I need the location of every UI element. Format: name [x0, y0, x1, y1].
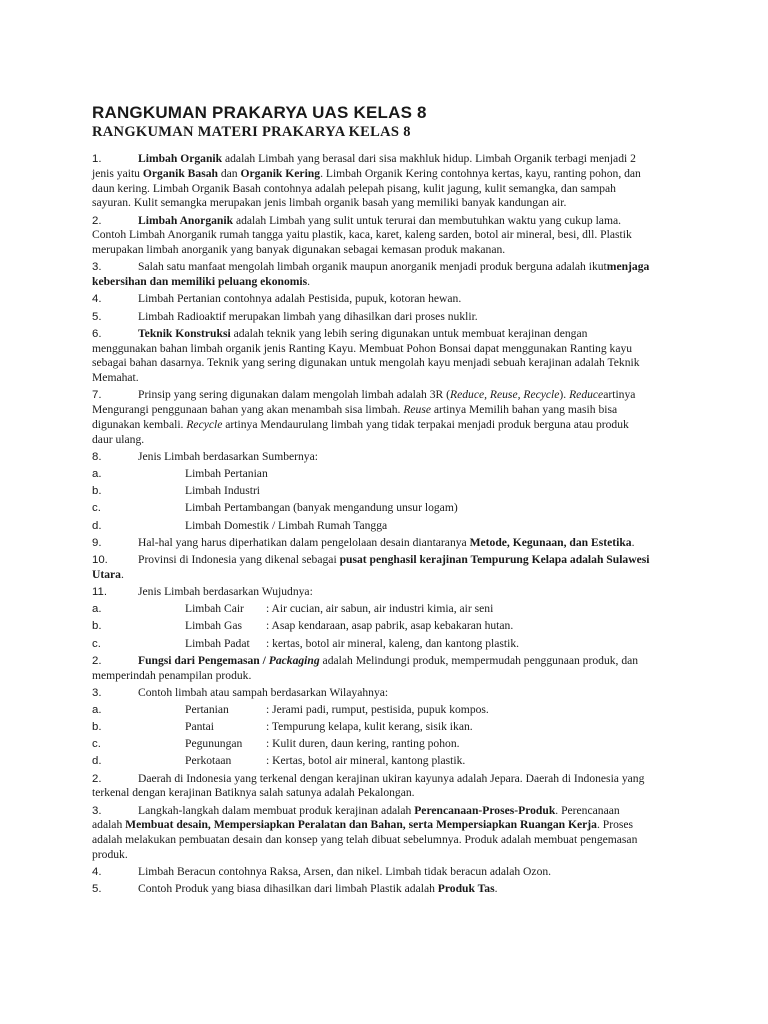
- sub-item-letter: a.: [92, 603, 102, 616]
- list-item: [92, 865, 650, 880]
- list-item: [92, 686, 650, 701]
- list-item: [92, 388, 650, 447]
- sub-item-description: : Kertas, botol air mineral, kantong plastik.: [266, 754, 466, 768]
- item-text: [92, 882, 650, 897]
- document-subtitle: RANGKUMAN MATERI PRAKARYA KELAS 8: [92, 124, 411, 140]
- list-item: [92, 804, 650, 863]
- text-span: Daerah di Indonesia yang terkenal dengan kerajinan ukiran kayunya adalah Jepara. Daerah di Indonesia yang terkenal dengan kerajinan Batiknya salah satunya adalah Pekalongan.: [92, 771, 645, 800]
- sub-item-letter: c.: [92, 738, 101, 751]
- text-span: .: [494, 882, 498, 896]
- list-item: [92, 214, 650, 258]
- sub-item-name: Pegunungan: [185, 737, 243, 751]
- bold-text: Organik Kering: [240, 166, 321, 180]
- sub-item-description: : Air cucian, air sabun, air industri kimia, air seni: [266, 602, 494, 616]
- text-span: Provinsi di Indonesia yang dikenal sebagai: [138, 553, 340, 566]
- item-text: [92, 152, 650, 211]
- item-text: [92, 654, 650, 684]
- item-number: 2.: [92, 654, 102, 667]
- item-text: [92, 292, 650, 307]
- list-item: [92, 585, 650, 600]
- document-title: RANGKUMAN PRAKARYA UAS KELAS 8: [92, 103, 427, 122]
- item-number: 5.: [92, 310, 102, 323]
- text-span: ).: [559, 388, 570, 402]
- item-text: [92, 214, 650, 258]
- item-number: 3.: [92, 261, 102, 274]
- italic-text: Recycle: [186, 417, 223, 431]
- sub-item-letter: a.: [92, 703, 102, 716]
- item-text: [92, 388, 650, 447]
- text-span: . Perencanaan adalah: [92, 803, 620, 832]
- sub-item-name: Pantai: [185, 720, 214, 734]
- item-number: 6.: [92, 327, 102, 340]
- bold-text: Perencanaan-Proses-Produk: [414, 803, 556, 817]
- list-item: [92, 536, 650, 551]
- text-span: dan: [217, 166, 241, 180]
- sub-item: [92, 484, 650, 499]
- sub-item: [92, 754, 650, 769]
- sub-item-name: Limbah Pertambangan (banyak mengandung unsur logam): [185, 501, 458, 515]
- sub-item: [92, 501, 650, 516]
- bold-text: Teknik Konstruksi: [138, 326, 231, 340]
- bold-text: Limbah Organik: [138, 152, 223, 165]
- text-span: adalah Limbah yang berasal dari sisa makhluk hidup. Limbah Organik terbagi menjadi 2 jenis yaitu: [92, 152, 636, 180]
- item-number: 3.: [92, 804, 102, 817]
- sub-item-name: Limbah Domestik / Limbah Rumah Tangga: [185, 518, 388, 532]
- item-text: [92, 772, 650, 802]
- list-item: [92, 327, 650, 386]
- sub-item-description: : Tempurung kelapa, kulit kerang, sisik ikan.: [266, 720, 473, 734]
- list-item: [92, 553, 650, 583]
- sub-item-name: Limbah Padat: [185, 636, 250, 650]
- text-span: Salah satu manfaat mengolah limbah organik maupun anorganik menjadi produk berguna adalah ikut: [138, 260, 607, 274]
- bold-text: Organik Basah: [142, 166, 218, 180]
- list-item: [92, 654, 650, 684]
- list-item: [92, 292, 650, 307]
- sub-item-letter: b.: [92, 485, 102, 498]
- sub-item-letter: d.: [92, 755, 102, 768]
- list-item: [92, 450, 650, 465]
- text-span: Limbah Beracun contohnya Raksa, Arsen, dan nikel. Limbah tidak beracun adalah Ozon.: [138, 865, 552, 879]
- sub-item-letter: c.: [92, 637, 101, 650]
- item-text: [92, 553, 650, 583]
- sub-item-description: : kertas, botol air mineral, kaleng, dan kantong plastik.: [266, 636, 520, 650]
- sub-item-description: : Jerami padi, rumput, pestisida, pupuk kompos.: [266, 702, 489, 716]
- text-span: Contoh limbah atau sampah berdasarkan Wilayahnya:: [138, 685, 389, 699]
- item-text: [92, 536, 650, 551]
- sub-item-name: Pertanian: [185, 702, 229, 716]
- item-text: [92, 450, 650, 465]
- text-span: artinya Mendaurulang limbah yang tidak terpakai menjadi produk berguna atau produk daur ulang.: [92, 417, 629, 446]
- text-span: .: [307, 275, 311, 289]
- text-span: Limbah Radioaktif merupakan limbah yang dihasilkan dari proses nuklir.: [138, 309, 478, 323]
- item-number: 7.: [92, 389, 102, 402]
- list-item: [92, 772, 650, 802]
- bold-text: Produk Tas: [437, 882, 495, 896]
- text-span: Prinsip yang sering digunakan dalam mengolah limbah adalah 3R (: [138, 388, 450, 402]
- item-number: 2.: [92, 772, 102, 785]
- bold-text: Packaging: [268, 653, 320, 667]
- bold-text: menjaga kebersihan dan memiliki peluang ekonomis: [92, 260, 650, 289]
- item-number: 5.: [92, 883, 102, 896]
- text-span: Langkah-langkah dalam membuat produk kerajinan adalah: [138, 803, 415, 817]
- sub-item-name: Limbah Pertanian: [185, 467, 268, 481]
- italic-text: Reduce: [569, 388, 604, 402]
- sub-item: [92, 720, 650, 735]
- bold-text: Limbah Anorganik: [138, 213, 234, 227]
- sub-item: [92, 637, 650, 652]
- item-text: [92, 865, 650, 880]
- italic-text: Reduce, Reuse, Recycle: [450, 388, 560, 402]
- bold-text: pusat penghasil kerajinan Tempurung Kelapa adalah Sulawesi Utara: [92, 553, 650, 581]
- sub-item-name: Limbah Gas: [185, 619, 242, 633]
- bold-text: Metode, Kegunaan, dan Estetika: [469, 535, 632, 549]
- text-span: artinya Memilih bahan yang masih bisa digunakan kembali.: [92, 403, 618, 431]
- bold-text: Fungsi dari Pengemasan /: [138, 653, 269, 667]
- item-number: 8.: [92, 450, 102, 463]
- sub-item-name: Limbah Cair: [185, 602, 244, 616]
- sub-item-letter: d.: [92, 519, 102, 532]
- sub-item-letter: b.: [92, 620, 102, 633]
- sub-item: [92, 602, 650, 617]
- list-item: [92, 152, 650, 211]
- sub-item-description: : Kulit duren, daun kering, ranting pohon.: [266, 737, 460, 751]
- sub-item: [92, 703, 650, 718]
- item-number: 4.: [92, 866, 102, 879]
- sub-item: [92, 619, 650, 634]
- text-span: .: [631, 535, 635, 549]
- item-text: [92, 686, 650, 701]
- sub-item: [92, 519, 650, 534]
- document-body: [92, 152, 650, 900]
- sub-item: [92, 467, 650, 482]
- text-span: adalah teknik yang lebih sering digunakan untuk membuat kerajinan dengan menggunakan bahan limbah organik jenis Ranting Kayu. Membuat Pohon Bonsai dapat menggunakan Ranting kayu sebagai bahan dasarnya. Teknik yang sering digunakan untuk mengolah kayu menjadi sebuah kerajinan adalah Teknik Memahat.: [92, 326, 640, 385]
- sub-item: [92, 737, 650, 752]
- text-span: Limbah Pertanian contohnya adalah Pestisida, pupuk, kotoran hewan.: [138, 292, 462, 306]
- item-number: 10.: [92, 554, 108, 566]
- item-text: [92, 804, 650, 863]
- text-span: .: [120, 567, 124, 581]
- item-number: 11.: [92, 585, 107, 598]
- list-item: [92, 260, 650, 290]
- text-span: Jenis Limbah berdasarkan Wujudnya:: [138, 584, 313, 598]
- item-number: 3.: [92, 686, 102, 699]
- text-span: adalah Limbah yang sulit untuk terurai dan membutuhkan waktu yang cukup lama. Contoh Limbah Anorganik rumah tangga yaitu plastik, kaca, karet, kaleng sarden, botol air mineral, besi, dll. Plastik merupakan limbah anorganik yang banyak digunakan sebagai kemasan produk makanan.: [92, 213, 632, 257]
- text-span: . Limbah Organik Kering contohnya kertas, kayu, ranting pohon, dan daun kering. Limbah Organik Basah contohnya adalah pelepah pisang, kulit jagung, kulit semangka, dan sampah sayuran. Kulit semangka merupakan jenis limbah organik basah yang memiliki banyak kandungan air.: [92, 166, 641, 210]
- item-number: 1.: [92, 153, 102, 165]
- bold-text: Membuat desain, Mempersiapkan Peralatan dan Bahan, serta Mempersiapkan Ruangan Kerja: [125, 818, 597, 832]
- text-span: artinya Mengurangi penggunaan bahan yang akan menambah sisa limbah.: [92, 388, 636, 417]
- list-item: [92, 310, 650, 325]
- sub-item-name: Limbah Industri: [185, 484, 261, 498]
- italic-text: Reuse: [403, 403, 432, 417]
- sub-item-description: : Asap kendaraan, asap pabrik, asap kebakaran hutan.: [266, 619, 514, 633]
- text-span: . Proses adalah melakukan pembuatan desain dan konsep yang telah dibuat sebelumnya. Produk adalah membuat pengemasan produk.: [92, 818, 638, 862]
- item-text: [92, 310, 650, 325]
- text-span: adalah Melindungi produk, mempermudah penggunaan produk, dan memperindah penampilan produk.: [92, 653, 639, 682]
- text-span: Contoh Produk yang biasa dihasilkan dari limbah Plastik adalah: [138, 882, 438, 896]
- sub-item-letter: c.: [92, 502, 101, 515]
- list-item: [92, 882, 650, 897]
- item-number: 9.: [92, 536, 102, 549]
- item-number: 2.: [92, 214, 102, 227]
- text-span: Hal-hal yang harus diperhatikan dalam pengelolaan desain diantaranya: [138, 535, 470, 549]
- item-text: [92, 260, 650, 290]
- sub-item-letter: b.: [92, 721, 102, 734]
- sub-item-name: Perkotaan: [185, 754, 232, 768]
- item-text: [92, 585, 650, 600]
- text-span: Jenis Limbah berdasarkan Sumbernya:: [138, 449, 318, 463]
- sub-item-letter: a.: [92, 468, 102, 481]
- item-text: [92, 327, 650, 386]
- item-number: 4.: [92, 293, 102, 306]
